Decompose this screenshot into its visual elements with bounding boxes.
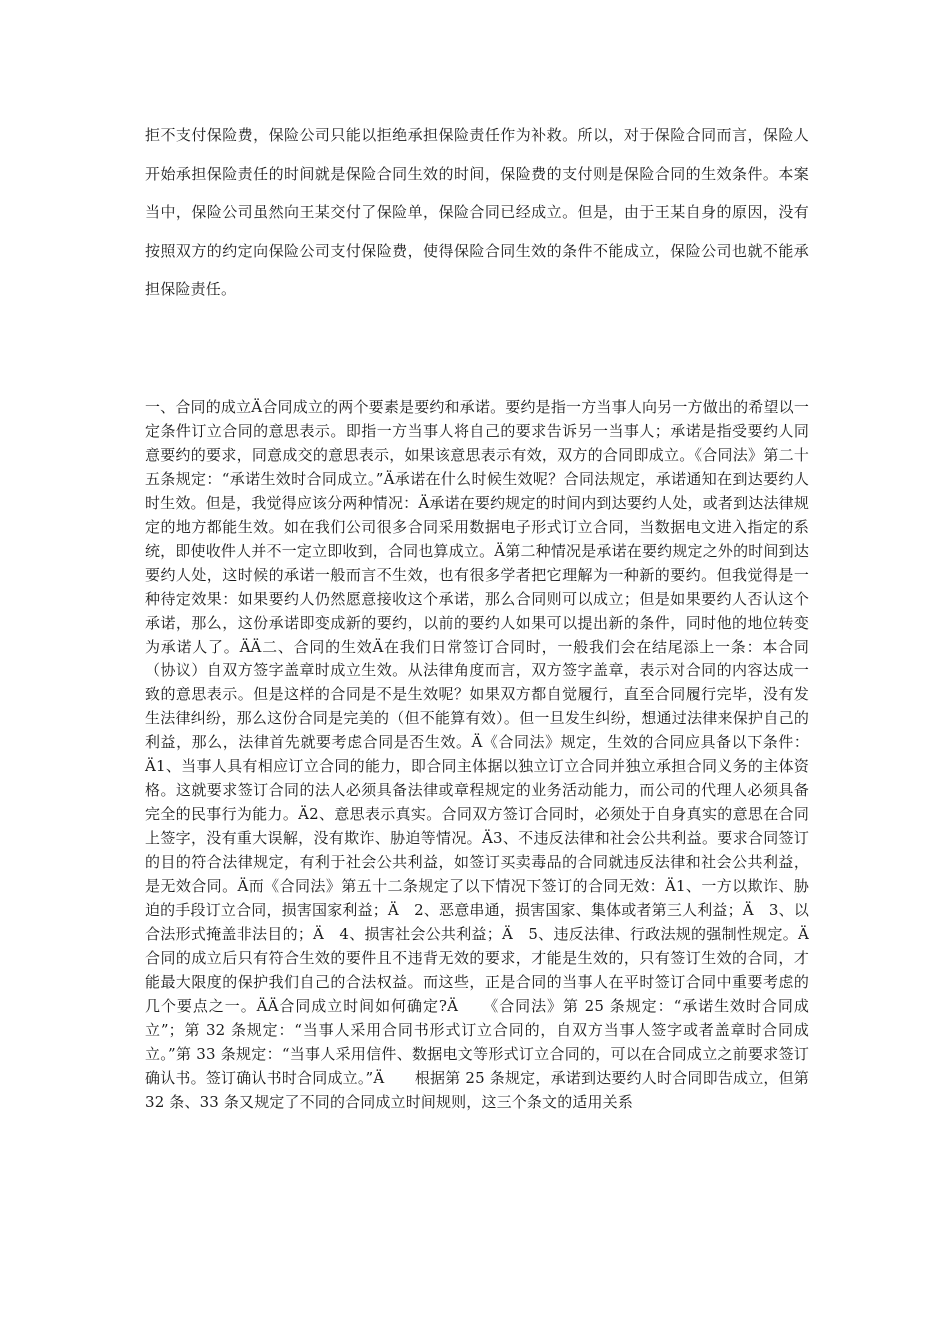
paragraph-insurance: 拒不支付保险费，保险公司只能以拒绝承担保险责任作为补救。所以，对于保险合同而言，保险人开始承担保险责任的时间就是保险合同生效的时间，保险费的支付则是保险合同的生效条件。本案当中，保险公司虽然向王某交付了保险单，保险合同已经成立。但是，由于王某自身的原因，没有按照双方的约定向保险公司支付保险费，使得保险合同生效的条件不能成立，保险公司也就不能承担保险责任。 [145, 126, 809, 298]
paragraph-contract: 一、合同的成立Ä合同成立的两个要素是要约和承诺。要约是指一方当事人向另一方做出的希望以一定条件订立合同的意思表示。即指一方当事人将自己的要求告诉另一当事人；承诺是指受要约人同意要约的要求，同意成交的意思表示，如果该意思表示有效，双方的合同即成立。《合同法》第二十五条规定：“承诺生效时合同成立。”Ä承诺在什么时候生效呢？合同法规定，承诺通知在到达要约人时生效。但是，我觉得应该分两种情况：Ä承诺在要约规定的时间内到达要约人处，或者到达法律规定的地方都能生效。如在我们公司很多合同采用数据电子形式订立合同，当数据电文进入指定的系统，即使收件人并不一定立即收到，合同也算成立。Ä第二种情况是承诺在要约规定之外的时间到达要约人处，这时候的承诺一般而言不生效，也有很多学者把它理解为一种新的要约。但我觉得是一种待定效果：如果要约人仍然愿意接收这个承诺，那么合同则可以成立；但是如果要约人否认这个承诺，那么，这份承诺即变成新的要约，以前的要约人如果可以提出新的条件，同时他的地位转变为承诺人了。ÄÄ二、合同的生效Ä在我们日常签订合同时，一般我们会在结尾添上一条：本合同（协议）自双方签字盖章时成立生效。从法律角度而言，双方签字盖章，表示对合同的内容达成一致的意思表示。但是这样的合同是不是生效呢？如果双方都自觉履行，直至合同履行完毕，没有发生法律纠纷，那么这份合同是完美的（但不能算有效）。但一旦发生纠纷，想通过法律来保护自己的利益，那么，法律首先就要考虑合同是否生效。Ä《合同法》规定，生效的合同应具备以下条件：Ä1、当事人具有相应订立合同的能力，即合同主体据以独立订立合同并独立承担合同义务的主体资格。这就要求签订合同的法人必须具备法律或章程规定的业务活动能力，而公司的代理人必须具备完全的民事行为能力。Ä2、意思表示真实。合同双方签订合同时，必须处于自身真实的意思在合同上签字，没有重大误解，没有欺诈、胁迫等情况。Ä3、不违反法律和社会公共利益。要求合同签订的目的符合法律规定，有利于社会公共利益，如签订买卖毒品的合同就违反法律和社会公共利益，是无效合同。Ä而《合同法》第五十二条规定了以下情况下签订的合同无效：Ä1、一方以欺诈、胁迫的手段订立合同，损害国家利益；Ä 2、恶意串通，损害国家、集体或者第三人利益；Ä 3、以合法形式掩盖非法目的；Ä 4、损害社会公共利益；Ä 5、违反法律、行政法规的强制性规定。Ä合同的成立后只有符合生效的要件且不违背无效的要求，才能是生效的，只有签订生效的合同，才能最大限度的保护我们自己的合法权益。而这些，正是合同的当事人在平时签订合同中重要考虑的几个要点之一。ÄÄ合同成立时间如何确定?Ä 《合同法》第 25 条规定：“承诺生效时合同成立”；第 32 条规定：“当事人采用合同书形式订立合同的，自双方当事人签字或者盖章时合同成立。”第 33 条规定：“当事人采用信件、数据电文等形式订立合同的，可以在合同成立之前要求签订确认书。签订确认书时合同成立。”Ä 根据第 25 条规定，承诺到达要约人时合同即告成立，但第 32 条、33 条又规定了不同的合同成立时间规则，这三个条文的适用关系 [145, 398, 809, 1111]
